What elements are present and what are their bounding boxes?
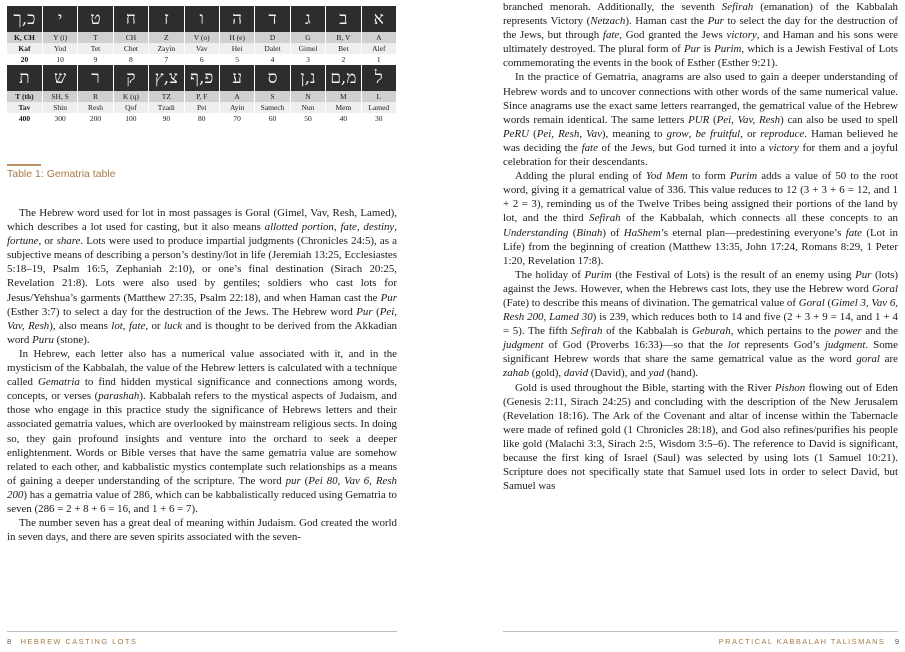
- italic-text: Pur: [855, 268, 872, 281]
- text-run: of the Jews, but God turned it into a: [597, 141, 769, 154]
- text-run: ,: [122, 319, 129, 332]
- italic-text: goral: [856, 353, 880, 366]
- table-cell: ז: [149, 6, 184, 32]
- italic-text: HaShem: [623, 226, 661, 239]
- text-run: The Hebrew word used for lot in most passages is Goral (Gimel, Vav, Resh, Lamed), which describes a lot used for casting, but it also means: [7, 207, 397, 234]
- italic-text: Pei, Resh, Vav: [536, 127, 602, 140]
- table-cell: H (e): [219, 32, 254, 43]
- table-cell: ב: [326, 6, 361, 32]
- paragraph: [503, 268, 898, 381]
- text-run: , or: [38, 235, 57, 248]
- text-run: ), also means: [49, 319, 112, 332]
- italic-text: Geburah: [691, 325, 731, 338]
- italic-text: pur: [285, 474, 301, 487]
- right-footer: [719, 637, 899, 646]
- table-cell: 100: [113, 113, 148, 124]
- table-cell: 6: [184, 54, 219, 65]
- table-cell: 80: [184, 113, 219, 124]
- paragraph: [503, 169, 898, 268]
- table-cell: נ,ן: [290, 65, 325, 91]
- table-cell: פ,ף: [184, 65, 219, 91]
- table-cell: Zayin: [149, 43, 184, 54]
- italic-text: Yod Mem: [645, 170, 688, 183]
- text-run: represents God’s: [739, 339, 825, 352]
- table-cell: Ayin: [219, 102, 254, 113]
- text-run: (: [529, 127, 537, 140]
- italic-text: david: [563, 367, 589, 380]
- table-cell: Samech: [255, 102, 290, 113]
- table-cell: ט: [78, 6, 113, 32]
- left-footer-rule: [7, 631, 397, 632]
- table-cell: מ,ם: [326, 65, 361, 91]
- table-cell: ד: [255, 6, 290, 32]
- text-run: branched menorah. Additionally, the seventh: [503, 1, 722, 13]
- text-run: to find hidden mystical significance and connections among words, concepts, or verses (: [7, 376, 397, 403]
- table-caption: Table 1: Gematria table: [7, 168, 116, 180]
- table-cell: N: [290, 91, 325, 102]
- italic-text: PeRU: [503, 127, 530, 140]
- italic-text: judgment: [824, 339, 866, 352]
- italic-text: Pei, Vav, Resh: [716, 113, 781, 126]
- table-cell: Alef: [361, 43, 396, 54]
- text-run: ,: [356, 221, 364, 234]
- table-cell: 20: [7, 54, 42, 65]
- text-run: ) is 239, which reduces both to 14 and five (2 + 3 + 9 = 14, and 1 + 4 = 5). The fifth: [503, 311, 898, 338]
- text-run: Gold is used throughout the Bible, starting with the River: [515, 381, 775, 394]
- table-cell: Resh: [78, 102, 113, 113]
- text-run: (Esther 3:7) to select a day for the destruction of the Jews. The Hebrew word: [7, 305, 357, 318]
- table-cell: ר: [78, 65, 113, 91]
- table-cell: CH: [113, 32, 148, 43]
- text-run: (Lot in Life) from the beginning of creation (Matthew 13:35, John 17:24, Romans 8:29, 1 Peter 1:20, Revelation 17:8).: [503, 226, 898, 267]
- table-cell: 3: [290, 54, 325, 65]
- italic-text: grow: [666, 127, 689, 140]
- italic-text: fortune: [7, 235, 39, 248]
- table-cell: 300: [42, 113, 77, 124]
- text-run: ) has a gematria value of 286, which can be kabbalistically reduced using Gematria to seven (286 = 2 + 8 + 6 = 16, and 1 + 6 = 7).: [7, 488, 397, 515]
- italic-text: share: [56, 235, 81, 248]
- table-cell: 200: [78, 113, 113, 124]
- table-cell: 5: [219, 54, 254, 65]
- table-cell: Mem: [326, 102, 361, 113]
- table-cell: 90: [149, 113, 184, 124]
- italic-text: yad: [648, 367, 665, 380]
- italic-text: zahab: [503, 367, 530, 380]
- table-cell: צ,ץ: [149, 65, 184, 91]
- table-cell: 10: [42, 54, 77, 65]
- text-run: (: [372, 305, 380, 318]
- italic-text: parashah: [98, 390, 140, 403]
- table-row: [7, 32, 397, 43]
- text-run: are: [879, 353, 898, 366]
- text-run: ,: [394, 221, 398, 234]
- left-page-number: 8: [7, 637, 12, 646]
- text-run: adds a value of 50 to the root word, giving it a gematrical value of 336. This value reduces to 12 (3 + 3 + 6 = 12, and 1 + 2 = 3), reminding us of the Twelve Tribes being assigned their portions of the land by lot, and the third: [503, 170, 898, 225]
- table-cell: Nun: [290, 102, 325, 113]
- italic-text: Pur: [684, 43, 701, 56]
- table-cell: B, V: [326, 32, 361, 43]
- table-cell: ש: [42, 65, 77, 91]
- table-cell: Hei: [219, 43, 254, 54]
- italic-text: fate: [845, 226, 863, 239]
- text-run: (: [709, 113, 717, 126]
- italic-text: Understanding: [503, 226, 569, 239]
- italic-text: Pur: [356, 305, 373, 318]
- table-cell: TZ: [149, 91, 184, 102]
- table-cell: Chet: [113, 43, 148, 54]
- left-body-text: [7, 206, 397, 544]
- text-run: (David), and: [588, 367, 649, 380]
- right-body-text: [503, 0, 898, 493]
- text-run: and is thought to be derived from the Akkadian word: [7, 319, 397, 346]
- italic-text: fate: [340, 221, 357, 234]
- paragraph: [7, 206, 397, 347]
- table-cell: P, F: [184, 91, 219, 102]
- text-run: ). Kabbalah refers to the mystical aspects of Judaism, and those who engage in this practice study the significance of Hebrews letters and their associated gematria values, which are overlooked by mainstream religious sects. In doing so, they gain profound insights and venture into the orchard to seek a deeper enlightenment. Words or Bible verses that have the same gematria value are somehow related to each other, and kabbalistic mystics contemplate such relationships as a means of gaining a deeper understanding of the scripture. The word: [7, 390, 397, 487]
- table-cell: SH, S: [42, 91, 77, 102]
- text-run: (lots) against the Jews. However, when the Hebrews cast lots, they use the Hebrew word: [503, 268, 898, 295]
- text-run: . Lots were used to produce impartial judgments (Chronicles 24:5), as a subjective means of describing a person’s destiny/lot in life (Jeremiah 13:25, Ecclesiastes 5:18–19, Psalm 16:5, Zephaniah 2:10), or one’s final destination (Sirach 20:25, Revelation 21:8). Lots were also used by gentiles; soldiers who cast lots for Jesus/Yehshua’s garments (Matthew 27:35, Psalm 22:18), and when Haman cast the: [7, 235, 397, 304]
- table-cell: Tzadi: [149, 102, 184, 113]
- left-footer: [7, 637, 137, 646]
- table-cell: K (q): [113, 91, 148, 102]
- paragraph: [7, 516, 397, 544]
- text-run: ’s eternal plan—predestining everyone’s: [660, 226, 846, 239]
- italic-text: luck: [164, 319, 183, 332]
- table-cell: Bet: [326, 43, 361, 54]
- italic-text: Binah: [576, 226, 603, 239]
- italic-text: victory: [768, 141, 799, 154]
- right-footer-rule: [503, 631, 898, 632]
- table-cell: Y (i): [42, 32, 77, 43]
- italic-text: Pur: [707, 15, 724, 28]
- text-run: ,: [688, 127, 696, 140]
- text-run: In the practice of Gematria, anagrams are also used to gain a deeper understanding of Hebrew words and to uncover connections with other words of the same numerical value. Since anagrams use the exact same letters rearranged, the gematrical value of the Hebrew words remain identical. The same letters: [503, 71, 898, 126]
- text-run: ) of: [602, 226, 624, 239]
- table-row: [7, 6, 397, 32]
- table-cell: 4: [255, 54, 290, 65]
- table-cell: K, CH: [7, 32, 42, 43]
- table-cell: ה: [219, 6, 254, 32]
- text-run: (: [568, 226, 577, 239]
- table-cell: Tet: [78, 43, 113, 54]
- text-run: The holiday of: [515, 268, 585, 281]
- table-cell: Pei: [184, 102, 219, 113]
- text-run: , or: [740, 127, 761, 140]
- table-row: [7, 102, 397, 113]
- text-run: (: [300, 474, 309, 487]
- table-cell: 60: [255, 113, 290, 124]
- italic-text: Gematria: [38, 376, 80, 389]
- italic-text: Puru: [32, 333, 54, 346]
- text-run: (emanation) of the Kabbalah represents Victory (: [503, 1, 898, 28]
- table-cell: 2: [326, 54, 361, 65]
- italic-text: fate: [602, 29, 620, 42]
- text-run: (hand).: [664, 367, 699, 380]
- italic-text: victory: [726, 29, 757, 42]
- italic-text: Pei 80, Vav 6, Resh 200: [7, 474, 397, 501]
- text-run: flowing out of Eden (Genesis 2:11, Sirach 24:25) and concluding with the description of the New Jerusalem (Revelation 18:16). The Ark of the Covenant and altar of incense within the Tabernacle were made of refined gold (1 Chronicles 28:18), and God also refines/purifies his people like gold (Malachi 3:3, Sirach 2:5, Wisdom 3:5–6). The reference to David is significant, because the first king of Israel (Saul) was selected by using lots (1 Samuel 10:21). Scripture does not specifically state that Samuel used lots in order to select David, but Samuel was: [503, 381, 898, 493]
- text-run: ). Haman cast the: [625, 15, 708, 28]
- table-cell: 400: [7, 113, 42, 124]
- italic-text: Purim: [584, 268, 612, 281]
- text-run: to select the day for the destruction of the Jews, but through: [503, 15, 898, 42]
- table-cell: ק: [113, 65, 148, 91]
- table-cell: D: [255, 32, 290, 43]
- table-cell: A: [219, 91, 254, 102]
- gematria-table: [7, 6, 397, 124]
- table-cell: Qof: [113, 102, 148, 113]
- italic-text: PUR: [688, 113, 710, 126]
- table-cell: A: [361, 32, 396, 43]
- text-run: . Haman believed he was deciding the: [503, 127, 899, 154]
- text-run: , and Haman and his sons were ultimately destroyed. The plural form of: [503, 29, 899, 56]
- table-cell: S: [255, 91, 290, 102]
- text-run: The number seven has a great deal of meaning within Judaism. God created the world in seven days, and there are seven spirits associated with the seven-: [7, 517, 397, 544]
- table-cell: Yod: [42, 43, 77, 54]
- italic-text: fate: [128, 319, 146, 332]
- text-run: ) can also be used to spell: [780, 113, 898, 126]
- italic-text: lot: [727, 339, 740, 352]
- table-cell: Tav: [7, 102, 42, 113]
- italic-text: Goral: [798, 296, 825, 309]
- paragraph: [7, 347, 397, 516]
- table-cell: V (o): [184, 32, 219, 43]
- left-page: [0, 0, 452, 652]
- text-run: (gold),: [529, 367, 564, 380]
- italic-text: Pei, Vav, Resh: [7, 305, 397, 332]
- text-run: to form: [687, 170, 730, 183]
- table-cell: Z: [149, 32, 184, 43]
- italic-text: allotted portion: [264, 221, 334, 234]
- text-run: of the Kabbalah, which connects all these concepts to an: [620, 212, 898, 225]
- table-cell: 1: [361, 54, 396, 65]
- table-cell: G: [290, 32, 325, 43]
- italic-text: fate: [581, 141, 598, 154]
- italic-text: judgment: [503, 339, 544, 352]
- table-cell: ו: [184, 6, 219, 32]
- caption-rule: [7, 164, 41, 166]
- italic-text: be fruitful: [695, 127, 741, 140]
- table-cell: Gimel: [290, 43, 325, 54]
- text-run: of God (Proverbs 16:33)—so that the: [543, 339, 728, 352]
- text-run: (Fate) to describe this means of divination. The gematrical value of: [503, 296, 799, 309]
- text-run: , or: [145, 319, 164, 332]
- table-cell: Shin: [42, 102, 77, 113]
- italic-text: reproduce: [760, 127, 805, 140]
- text-run: , God granted the Jews: [619, 29, 727, 42]
- text-run: for them and a joyful celebration for their descendants.: [503, 141, 898, 169]
- table-cell: א: [361, 6, 396, 32]
- text-run: Adding the plural ending of: [515, 170, 646, 183]
- table-cell: Lamed: [361, 102, 396, 113]
- text-run: (the Festival of Lots) is the result of an enemy using: [611, 268, 856, 281]
- right-running-title: PRACTICAL KABBALAH TALISMANS: [718, 637, 886, 646]
- italic-text: Netzach: [590, 15, 626, 28]
- table-cell: 7: [149, 54, 184, 65]
- table-cell: Kaf: [7, 43, 42, 54]
- table-cell: 9: [78, 54, 113, 65]
- table-cell: L: [361, 91, 396, 102]
- table-cell: Dalet: [255, 43, 290, 54]
- text-run: In Hebrew, each letter also has a numerical value associated with it, and in the mysticism of the Kabbalah, the value of the Hebrew letters is calculated with a technique called: [7, 347, 397, 389]
- table-cell: 40: [326, 113, 361, 124]
- table-cell: 30: [361, 113, 396, 124]
- text-run: . Some significant Hebrew words that share the same gematrical value as the word: [503, 339, 898, 366]
- text-run: (: [824, 296, 832, 309]
- table-cell: ח: [113, 6, 148, 32]
- italic-text: Goral: [871, 282, 898, 295]
- table-cell: M: [326, 91, 361, 102]
- table-cell: ל: [361, 65, 396, 91]
- left-running-title: HEBREW CASTING LOTS: [20, 637, 138, 646]
- table-cell: כ,ך: [7, 6, 42, 32]
- table-cell: T: [78, 32, 113, 43]
- italic-text: destiny: [363, 221, 395, 234]
- italic-text: Pur: [380, 291, 397, 304]
- paragraph: [503, 70, 898, 169]
- table-row: [7, 113, 397, 124]
- text-run: ), meaning to: [601, 127, 667, 140]
- table-cell: T (th): [7, 91, 42, 102]
- table-cell: 8: [113, 54, 148, 65]
- text-run: and the: [861, 325, 899, 338]
- text-run: of the Kabbalah is: [602, 325, 692, 338]
- italic-text: Sefirah: [721, 1, 754, 13]
- italic-text: Purim: [714, 43, 742, 56]
- table-row: [7, 65, 397, 91]
- table-row: [7, 43, 397, 54]
- italic-text: Purim: [729, 170, 758, 183]
- text-run: is: [700, 43, 715, 56]
- italic-text: Pishon: [774, 381, 806, 394]
- table-row: [7, 91, 397, 102]
- table-cell: ע: [219, 65, 254, 91]
- text-run: (stone).: [53, 333, 90, 346]
- italic-text: power: [834, 325, 862, 338]
- italic-text: lot: [111, 319, 123, 332]
- table-cell: Vav: [184, 43, 219, 54]
- table-cell: ת: [7, 65, 42, 91]
- table-cell: 70: [219, 113, 254, 124]
- italic-text: Gimel 3, Vav 6, Resh 200, Lamed 30: [503, 296, 899, 324]
- table-cell: י: [42, 6, 77, 32]
- text-run: , which is a Jewish Festival of Lots commemorating the events in the book of Esther (Esther 9:21).: [503, 43, 899, 70]
- table-cell: ס: [255, 65, 290, 91]
- text-run: ,: [333, 221, 341, 234]
- table-cell: R: [78, 91, 113, 102]
- right-page-number: 9: [894, 637, 899, 646]
- paragraph: [503, 0, 898, 70]
- italic-text: Sefirah: [570, 325, 603, 338]
- table-cell: ג: [290, 6, 325, 32]
- paragraph: [503, 381, 898, 494]
- table-row: [7, 54, 397, 65]
- italic-text: Sefirah: [589, 212, 621, 225]
- table-cell: 50: [290, 113, 325, 124]
- text-run: , which pertains to the: [730, 325, 835, 338]
